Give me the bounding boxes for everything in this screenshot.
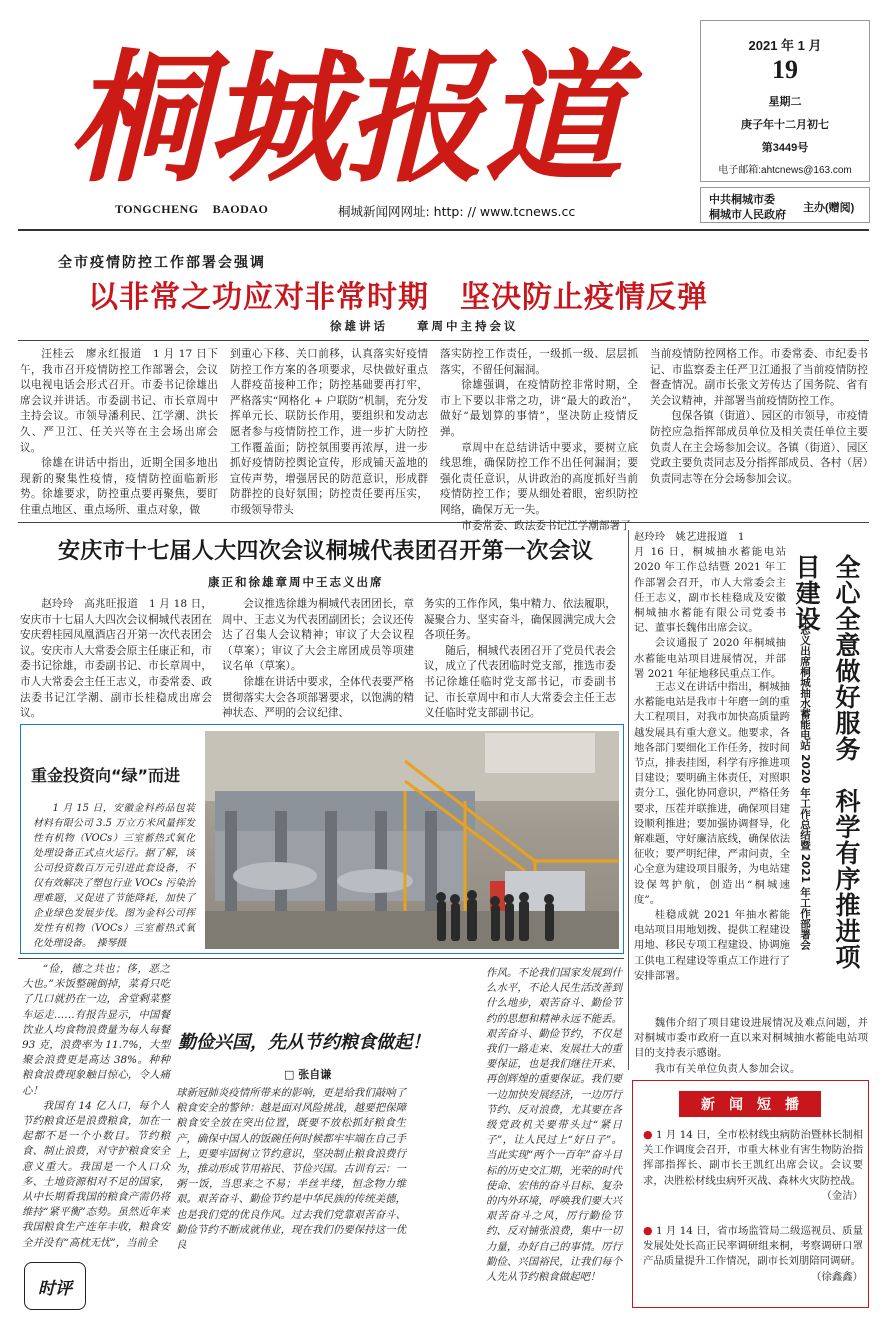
pump-col-main: 王志义在讲话中指出，桐城抽水蓄能电站是我市十年磨一剑的重大工程项目，对我市加快高质量跨越发展具有重大意义。他要求，各地各部门要细化工作任务，按时间节点，排表挂图，科学有序推进项目建设；要明确主体责任，对照职责分工，强化协同意识，严格任务要求，压茬并联推进，确保项目建设顺利推进；要加强协调督导，化解难题，守好廉洁底线，确保依法征收；要严明纪律，严肃问责，全心全意为建设项目服务，为电站建设保驾护航，创造出“桐城速度”。 桂稳成就 2021 年抽水蓄能电站项目用地划拨、提供工程建设用地、移民专项工程建设、协调施工供电工程建设等重点工作进行了安排部署。 (634, 681, 790, 982)
lead-headline: 以非常之功应对非常时期 坚决防止疫情反弹 (88, 280, 708, 315)
masthead-calligraphy (68, 18, 643, 202)
commentary-author: □ 张自谦 (284, 1068, 332, 1081)
factory-equipment-illustration (205, 731, 619, 949)
masthead-logo (68, 18, 643, 202)
pump-col-bottom: 魏伟介绍了项目建设进展情况及难点问题，并对桐城市委市政府一直以来对桐城抽水蓄能电站项目的支持表示感谢。 我市有关单位负责人参加会议。 (634, 1017, 868, 1075)
email: 电子邮箱:ahtcnews@163.com (718, 165, 852, 176)
lead-byline: 徐雄讲话 章周中主持会议 (330, 319, 519, 333)
pump-col-top: 赵玲玲 姚艺进报道 1 月 16 日，桐城抽水蓄能电站 2020 年工作总结暨 2021 年工作部署会召开，市人大常委会主任王志义，副市长桂稳成及安徽桐城抽水蓄能有限公司党委书记、董事长魏伟出席会议。 会议通报了 2020 年桐城抽水蓄能电站项目进展情况，并部署 2021 年征地移民重点工作。 (634, 531, 786, 680)
brief-item-1: ● 1 月 14 日，全市松材线虫病防治暨林长制相关工作调度会召开，市重大林业有害生物防治指挥部指挥长、副市长王凯红出席会议。会议要求，决胜松材线虫病歼灭战、森林火灾防控战。 （金洁） (643, 1128, 863, 1202)
commentary-col-2: 球新冠肺炎疫情所带来的影响，更是给我们敲响了粮食安全的警钟：越是面对风险挑战，越要把保障粮食安全放在突出位置，既要不放松抓好粮食生产，确保中国人的饭碗任何时候都牢牢端在自己手上，更要牢固树立节约意识，坚决制止粮食浪费行为，推动形成节用裕民、节俭兴国。古训有云：一粥一饭，当思来之不易；半丝半缕，恒念物力维艰。艰苦奋斗、勤俭节约是中华民族的传统美德，也是我们党的优良作风。过去我们党靠艰苦奋斗、勤俭节约不断成就伟业，现在我们仍要保持这一优良 (176, 1087, 406, 1252)
sponsor-2: 桐城市人民政府 (709, 209, 786, 221)
factory-photo (205, 731, 619, 949)
news-briefs-title: 新 闻 短 播 (701, 1097, 799, 1113)
npc-byline: 康正和徐雄章周中王志义出席 (208, 575, 384, 589)
pump-vertical-subhead: 王志义出席桐城抽水蓄能电站 2020 年工作总结暨 2021 年工作部署会 (799, 614, 811, 950)
photo-story-headline: 重金投资向“绿”而进 (31, 766, 181, 785)
brief-item-2: ● 1 月 14 日，省市场监管局二级巡视员、质量发展处处长高正民率调研组来桐，考察调研口罩产品质量提升工作情况，副市长刘朋陪同调研。 （徐鑫鑫） (643, 1224, 863, 1283)
date-day: 19 (772, 55, 798, 84)
svg-text:桐城报道: 桐城报道 (68, 36, 643, 202)
brief-bullet-icon: ● (643, 1128, 653, 1141)
lead-col-3: 落实防控工作责任，一级抓一级、层层抓落实，不留任何漏洞。 徐雄强调，在疫情防控非常时期，全市上下要以非常之功，讲“最大的政治”，做好“最划算的事情”，坚决防止疫情反弹。 章周中在总结讲话中要求，要树立底线思维，确保防控工作不出任何漏洞；要强化责任意识，从讲政治的高度抓好当前疫情防控工作；要从细处着眼，密织防控网络，确保万无一失。 市委常委、政法委书记江学潮部署了 (440, 348, 638, 532)
sponsor-box (700, 187, 870, 223)
lead-col-2: 到重心下移、关口前移，认真落实好疫情防控工作方案的各项要求，尽快做好重点人群疫苗接种工作；防控基础要再打牢，严格落实“网格化 + 户联防”机制，充分发挥单元长、联防长作用，要组织和发动志愿者参与疫情防控工作，进一步扩大防控工作覆盖面；防控氛围要再浓厚，进一步抓好疫情防控舆论宣传，形成铺天盖地的宣传声势，增强居民的防范意识，形成群防群控的良好氛围；防控责任要再压实，市级领导带头 (230, 348, 428, 516)
news-briefs-title-band (679, 1091, 821, 1117)
npc-headline: 安庆市十七届人大四次会议桐城代表团召开第一次会议 (58, 539, 594, 564)
date-weekday: 星期二 (768, 96, 802, 108)
sponsor-role: 主办(赠阅) (803, 202, 855, 214)
brief-bullet-icon: ● (643, 1224, 653, 1237)
website-link[interactable]: 桐城新闻网网址: http: // www.tcnews.cc (338, 204, 576, 219)
lead-kicker: 全市疫情防控工作部署会强调 (58, 255, 266, 271)
issue-number: 第3449号 (761, 142, 809, 154)
lead-col-4: 当前疫情防控网格工作。市委常委、市纪委书记、市监察委主任严卫江通报了当前疫情防控督查情况。副市长张文芳传达了国务院、省有关会议精神，并部署当前疫情防控工作。 包保各镇（街道）、园区的市领导，市疫情防控应急指挥部成员单位及相关责任单位主要负责人在主会场参加会议。各镇（街道）、园区党政主要负责同志及分指挥部成员、各村（居）负责同志等在分会场参加会议。 (650, 348, 868, 485)
photo-story-box (20, 724, 624, 954)
npc-col-3: 务实的工作作风，集中精力、依法履职，凝聚合力、坚实奋斗，确保圆满完成大会各项任务。 随后，桐城代表团召开了党员代表会议，成立了代表团临时党支部，推选市委书记徐雄任临时党支部书记，市委副书记、市长章周中和市人大常委会主任王志义任临时党支部副书记。 (424, 598, 616, 720)
commentary-label: 时评 (24, 1262, 86, 1310)
npc-col-1: 赵玲玲 高兆旺报道 1 月 18 日，安庆市十七届人大四次会议桐城代表团在安庆碧桂园凤凰酒店召开第一次代表团会议。安庆市人大常委会原主任康正和，市委书记徐雄，市委副书记、市长章周中，市人大常委会主任王志义，市委常委、政法委书记江学潮、副市长桂稳成出席会议。 (20, 598, 212, 720)
date-lunar: 庚子年十二月初七 (741, 119, 829, 131)
sponsor-1: 中共桐城市委 (709, 194, 775, 206)
commentary-headline: 勤俭兴国，先从节约粮食做起！ (178, 1032, 430, 1053)
date-box (700, 20, 870, 182)
commentary-intro: “俭，德之共也；侈，恶之大也。”米饭整碗倒掉，菜肴只吃了几口就扔在一边，舍堂剩菜整车运走……有报告显示，中国餐饮业人均食物浪费量为每人每餐 93 克，浪费率为 11.7%，大型聚会浪费更是高达 38%。种种粮食浪费现象触目惊心，令人痛心！ 我国有 14 亿人口，每个人节约粮食还是浪费粮食，加在一起都不是一个小数目。节约粮食、制止浪费，对守护粮食安全意义重大。我国是一个人口众多、土地资源相对不足的国家，从中长期看我国的粮食产需仍将维持“紧平衡”态势。虽然近年来我国粮食生产连年丰收，粮食安全并没有“高枕无忧”，当前全 (22, 963, 170, 1249)
masthead-pinyin: TONGCHENG BAODAO (115, 202, 269, 216)
pump-vertical-headline: 全心全意做好服务 科学有序推进项目建设 (792, 554, 861, 970)
commentary-col-3: 作风。不论我们国家发展到什么水平，不论人民生活改善到什么地步，艰苦奋斗、勤俭节约的思想和精神永远不能丢。艰苦奋斗、勤俭节约，不仅是我们一路走来、发展壮大的重要保证，也是我们继往开来、再创辉煌的重要保证。我们要一边加快发展经济，一边厉行节约、反对浪费，尤其要在各级党政机关要带头过“紧日子”，让人民过上“好日子”。当此实现“两个一百年”奋斗目标的历史交汇期，光荣的时代使命、宏伟的奋斗目标、复杂的内外环境，呼唤我们要大兴艰苦奋斗之风，厉行勤俭节约、反对铺张浪费，集中一切力量，办好自己的事情。厉行勤俭、兴国裕民，让我们每个人先从节约粮食做起吧！ (486, 967, 622, 1284)
npc-col-2: 会议推选徐雄为桐城代表团团长，章周中、王志义为代表团副团长；会议还传达了召集人会议精神；审议了大会议程（草案）；审议了大会主席团成员等项建议名单（草案）。 徐雄在讲话中要求，全体代表要严格贯彻落实大会各项部署要求，以饱满的精神状态、严明的会议纪律、 (222, 598, 414, 720)
date-year-month: 2021 年 1 月 (748, 38, 822, 53)
news-briefs-box (632, 1080, 869, 1308)
photo-story-caption: 1 月 15 日，安徽金科药品包装材料有限公司 3.5 万立方米风量挥发性有机物（VOCs）三室蓄热式氧化处理设备正式点火运行。据了解，该公司投资数百万元引进此套设备，不仅有效解决了塑包行业 VOCs 污染治理难题，又促进了节能降耗，加快了企业绿色发展步伐。图为金科公司挥发性有机物（VOCs）三室蓄热式氧化处理设备。 操琴摄 (33, 803, 195, 949)
lead-col-1: 汪桂云 廖永红报道 1 月 17 日下午，我市召开疫情防控工作部署会，会议以电视电话会形式召开。市委书记徐雄出席会议并讲话。市委副书记、市长章周中主持会议。市领导潘利民、江学潮、洪长久、严卫江、任关兴等在主会场出席会议。 徐雄在讲话中指出，近期全国多地出现新的聚集性疫情，疫情防控面临新形势。徐雄要求，防控重点要再聚焦，要盯住重点地区、重点场所、重点对象，做 (20, 348, 218, 516)
